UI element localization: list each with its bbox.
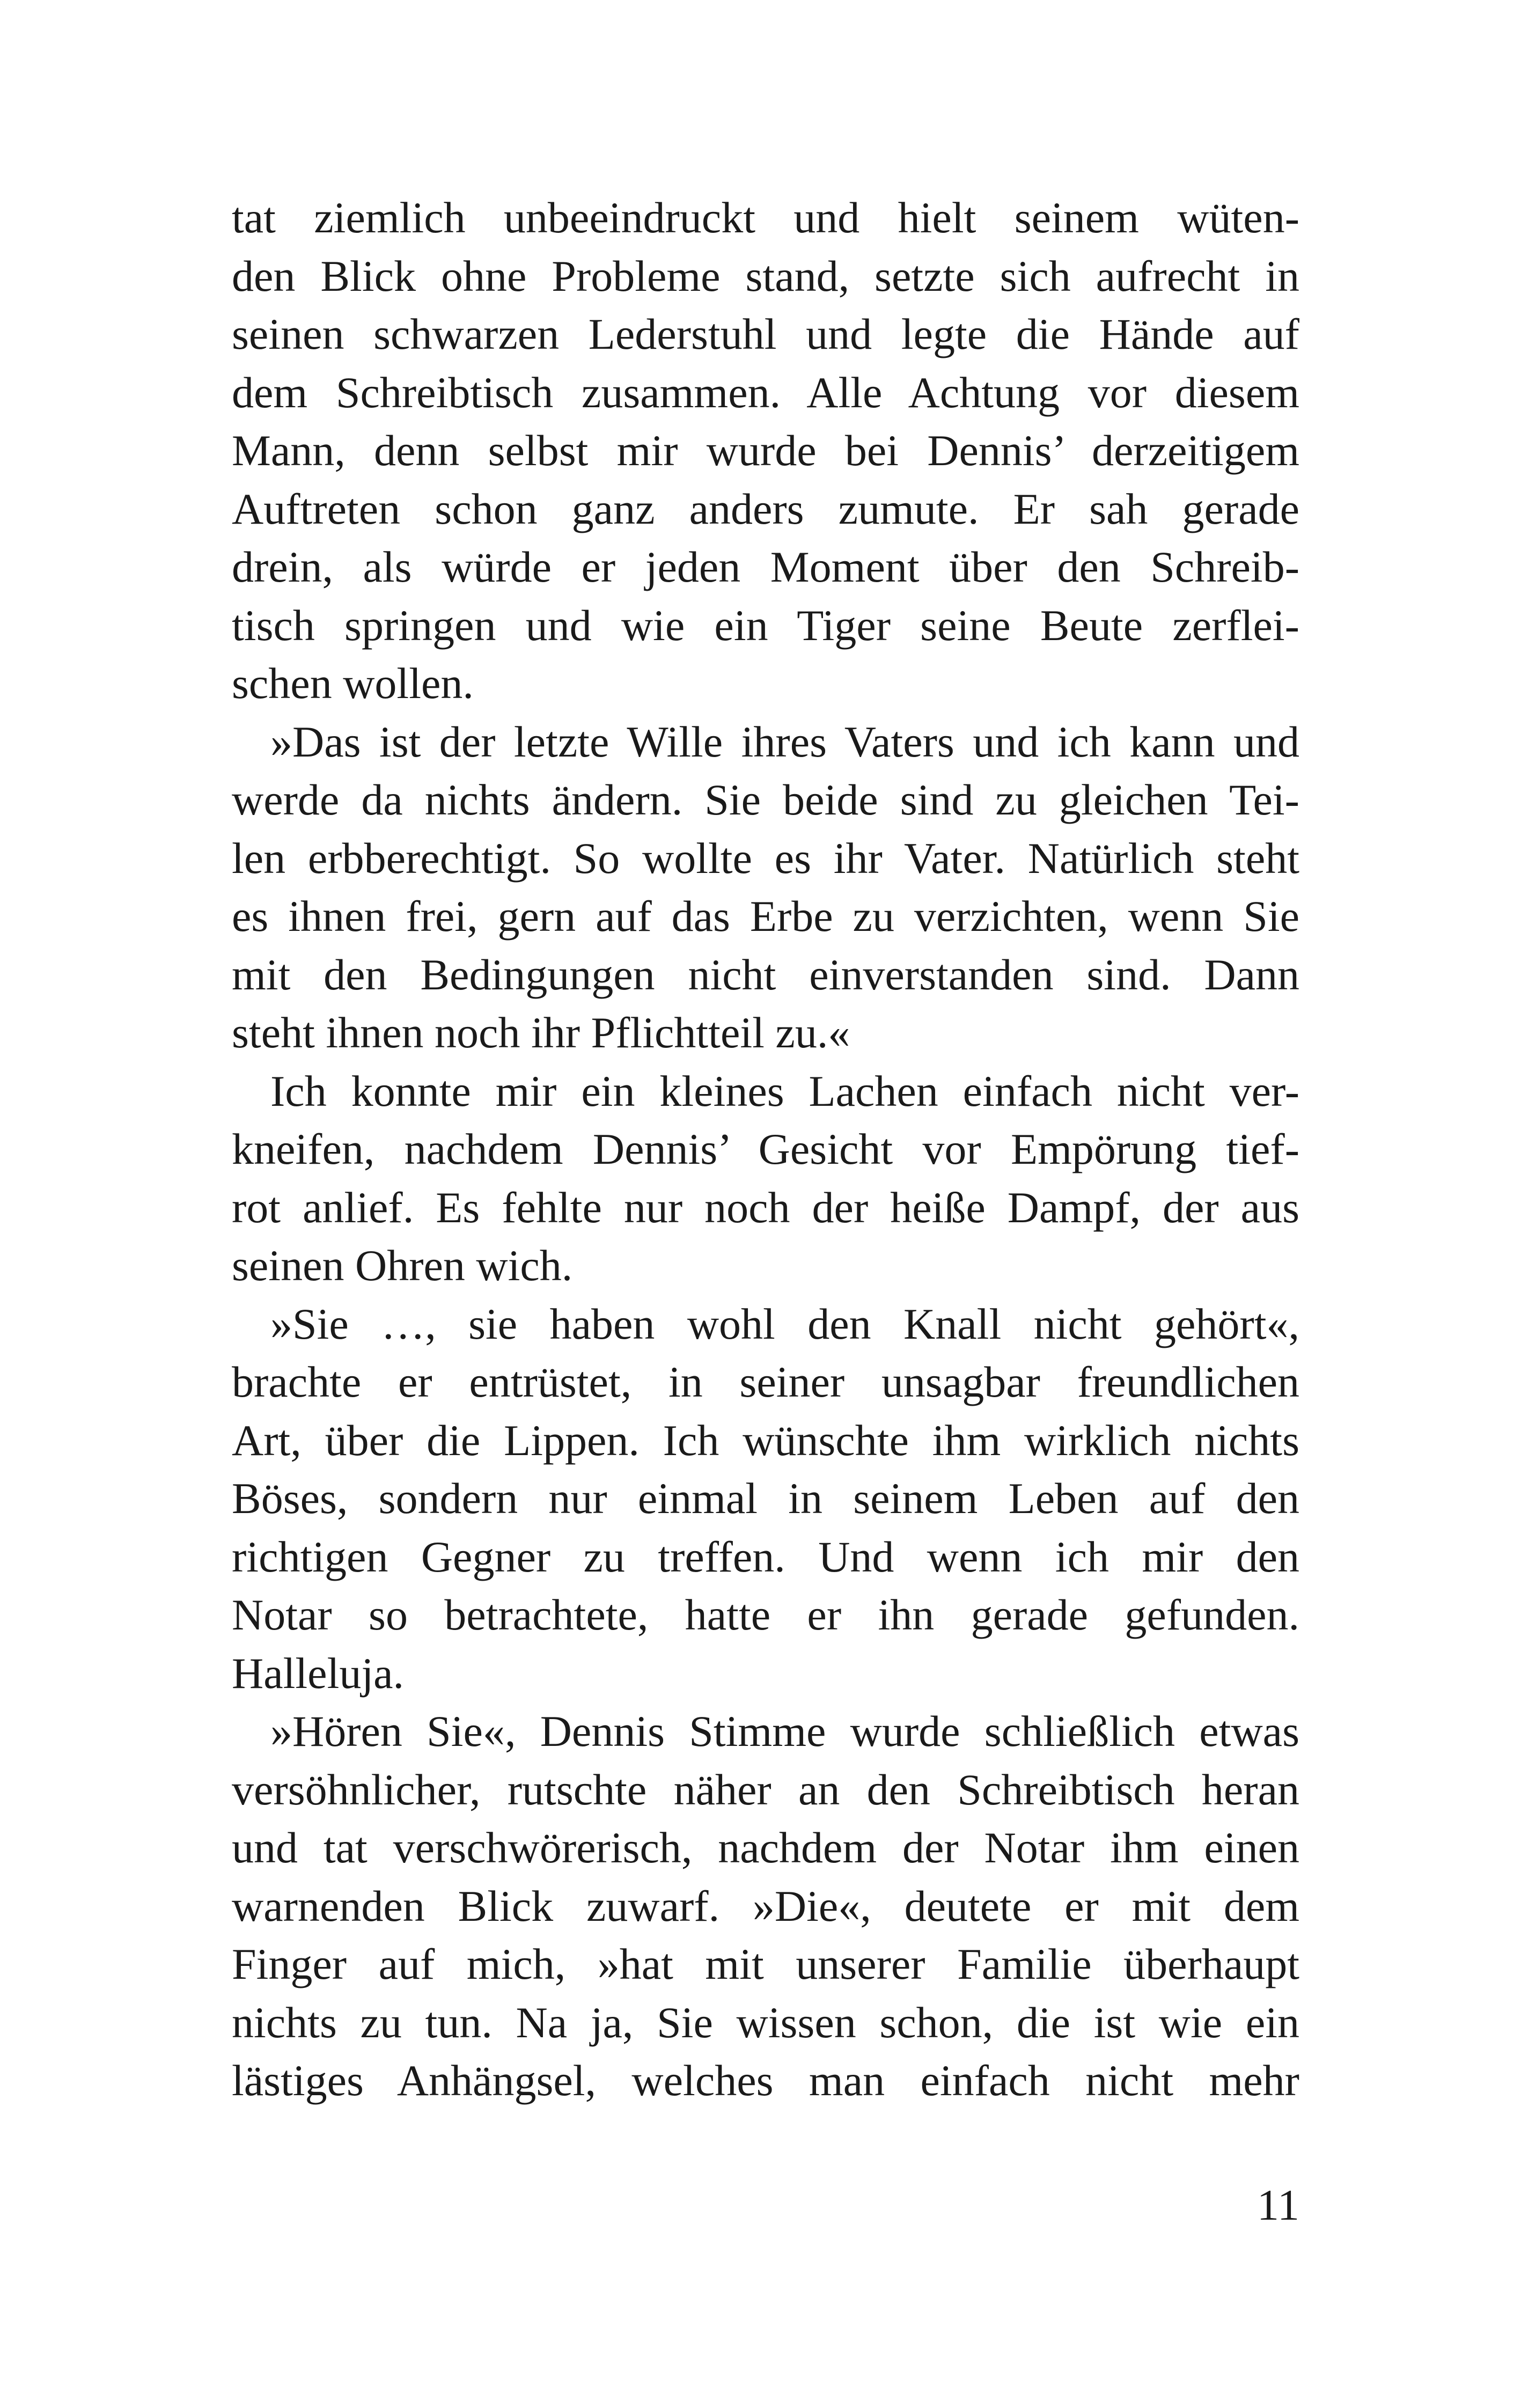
text-line: richtigen Gegner zu treffen. Und wenn ich mir den	[232, 1532, 1299, 1581]
text-line: Auftreten schon ganz anders zumute. Er sah gerade	[232, 484, 1299, 533]
text-line: kneifen, nachdem Dennis’ Gesicht vor Empörung tief-	[232, 1125, 1299, 1173]
text-line: Mann, denn selbst mir wurde bei Dennis’ derzeitigem	[232, 426, 1299, 475]
paragraph-2	[232, 713, 1299, 1062]
body-text	[232, 189, 1299, 2110]
text-line: Finger auf mich, »hat mit unserer Familie überhaupt	[232, 1940, 1299, 1988]
text-line: drein, als würde er jeden Moment über den Schreib-	[232, 542, 1299, 591]
text-line: dem Schreibtisch zusammen. Alle Achtung vor diesem	[232, 368, 1299, 417]
text-line: len erbberechtigt. So wollte es ihr Vater. Natürlich steht	[232, 833, 1299, 883]
text-line: steht ihnen noch ihr Pflichtteil zu.«	[232, 1008, 850, 1057]
text-line: »Sie …, sie haben wohl den Knall nicht gehört«,	[270, 1299, 1299, 1348]
text-line: »Das ist der letzte Wille ihres Vaters und ich kann und	[270, 717, 1299, 766]
page-number: 11	[1257, 2181, 1299, 2229]
text-line: brachte er entrüstet, in seiner unsagbar freundlichen	[232, 1357, 1299, 1406]
paragraph-5	[232, 1702, 1299, 2110]
paragraph-3	[232, 1062, 1299, 1295]
paragraph-4	[232, 1295, 1299, 1703]
text-line: warnenden Blick zuwarf. »Die«, deutete er mit dem	[232, 1881, 1299, 1930]
text-line: werde da nichts ändern. Sie beide sind zu gleichen Tei-	[232, 775, 1299, 824]
text-line: seinen schwarzen Lederstuhl und legte die Hände auf	[232, 310, 1299, 358]
text-line: seinen Ohren wich.	[232, 1241, 573, 1290]
text-line: lästiges Anhängsel, welches man einfach nicht mehr	[232, 2056, 1299, 2105]
text-line: nichts zu tun. Na ja, Sie wissen schon, die ist wie ein	[232, 1998, 1299, 2047]
text-line: Art, über die Lippen. Ich wünschte ihm wirklich nichts	[232, 1415, 1299, 1465]
text-line: mit den Bedingungen nicht einverstanden sind. Dann	[232, 950, 1299, 999]
text-line: und tat verschwörerisch, nachdem der Notar ihm einen	[232, 1823, 1299, 1872]
text-line: tat ziemlich unbeeindruckt und hielt seinem wüten-	[232, 193, 1299, 242]
paragraph-1	[232, 189, 1299, 713]
text-line: versöhnlicher, rutschte näher an den Schreibtisch heran	[232, 1765, 1299, 1814]
text-line: Halleluja.	[232, 1648, 405, 1698]
text-line: den Blick ohne Probleme stand, setzte sich aufrecht in	[232, 251, 1299, 300]
text-line: schen wollen.	[232, 659, 474, 708]
text-line: es ihnen frei, gern auf das Erbe zu verzichten, wenn Sie	[232, 892, 1299, 941]
text-line: Böses, sondern nur einmal in seinem Leben auf den	[232, 1474, 1299, 1523]
text-line: Ich konnte mir ein kleines Lachen einfach nicht ver-	[270, 1066, 1299, 1115]
text-line: Notar so betrachtete, hatte er ihn gerade gefunden.	[232, 1590, 1299, 1639]
text-line: »Hören Sie«, Dennis Stimme wurde schließlich etwas	[270, 1707, 1299, 1756]
text-line: rot anlief. Es fehlte nur noch der heiße Dampf, der aus	[232, 1183, 1299, 1232]
text-line: tisch springen und wie ein Tiger seine Beute zerflei-	[232, 600, 1299, 650]
